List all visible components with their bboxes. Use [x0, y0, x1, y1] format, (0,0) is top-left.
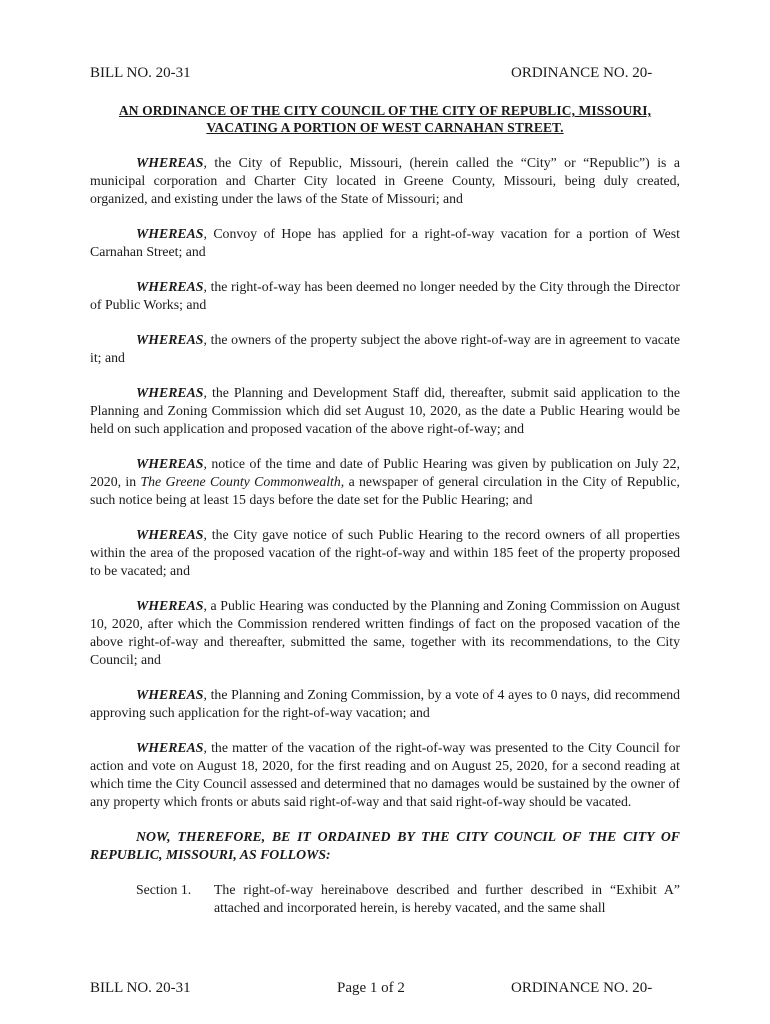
whereas-paragraph [90, 526, 680, 580]
title-line-1: AN ORDINANCE OF THE CITY COUNCIL OF THE CITY OF REPUBLIC, MISSOURI, [118, 103, 652, 118]
whereas-paragraph [90, 384, 680, 438]
whereas-word: WHEREAS [136, 155, 204, 170]
paragraph-text: , the Planning and Zoning Commission, by a vote of 4 ayes to 0 nays, did recommend approving such application for the right-of-way vacation; and [90, 687, 680, 720]
paragraph-text: , the right-of-way has been deemed no longer needed by the City through the Director of Public Works; and [90, 279, 680, 312]
section-text: The right-of-way hereinabove described and further described in “Exhibit A” attached and incorporated herein, is hereby vacated, and the same shall [214, 882, 680, 915]
whereas-word: WHEREAS [136, 385, 204, 400]
whereas-word: WHEREAS [136, 279, 204, 294]
whereas-paragraph [90, 225, 680, 261]
whereas-paragraph [90, 597, 680, 669]
paragraph-text: , the City of Republic, Missouri, (herein called the “City” or “Republic”) is a municipal corporation and Charter City located in Greene County, Missouri, being duly created, organized, and existing under the laws of the State of Missouri; and [90, 155, 680, 206]
whereas-word: WHEREAS [136, 740, 204, 755]
ordinance-title [90, 102, 680, 136]
paragraph-text: , the owners of the property subject the above right-of-way are in agreement to vacate it; and [90, 332, 680, 365]
ordinance-body [90, 154, 680, 917]
paragraph-text: , notice of the time and date of Public Hearing was given by publication on July 22, 2020, in [90, 456, 680, 489]
footer-bill-number: BILL NO. 20-31 [90, 980, 191, 996]
footer-page-number: Page 1 of 2 [337, 980, 405, 996]
now-therefore-clause: NOW, THEREFORE, BE IT ORDAINED BY THE CITY COUNCIL OF THE CITY OF REPUBLIC, MISSOURI, AS FOLLOWS: [90, 829, 680, 862]
whereas-word: WHEREAS [136, 226, 204, 241]
paragraph-text: , the City gave notice of such Public Hearing to the record owners of all properties within the area of the proposed vacation of the right-of-way and within 185 feet of the property proposed to be vacated; and [90, 527, 680, 578]
paragraph-text: , Convoy of Hope has applied for a right-of-way vacation for a portion of West Carnahan Street; and [90, 226, 680, 259]
whereas-word: WHEREAS [136, 456, 204, 471]
paragraph-text: a newspaper of general circulation in the City of Republic, such notice being at least 15 days before the date set for the Public Hearing; and [90, 474, 680, 507]
whereas-word: WHEREAS [136, 598, 204, 613]
paragraph-text: , a Public Hearing was conducted by the Planning and Zoning Commission on August 10, 2020, after which the Commission rendered written findings of fact on the proposed vacation of the above right-of-way and thereafter, submitted the same, together with its recommendations, to the City Council; and [90, 598, 680, 667]
whereas-paragraph [90, 154, 680, 208]
header-bill-number: BILL NO. 20-31 [90, 65, 191, 81]
whereas-paragraph [90, 278, 680, 314]
header-ordinance-number: ORDINANCE NO. 20- [511, 65, 653, 81]
whereas-word: WHEREAS [136, 687, 204, 702]
title-line-2: VACATING A PORTION OF WEST CARNAHAN STREET. [206, 120, 564, 135]
paragraph-text: , the matter of the vacation of the right-of-way was presented to the City Council for action and vote on August 18, 2020, for the first reading and on August 25, 2020, for a second reading at which time the City Council assessed and determined that no damages would be sustained by the owner of any property which fronts or abuts said right-of-way and that said right-of-way should be vacated. [90, 740, 680, 809]
section-1 [90, 881, 680, 917]
whereas-paragraph [90, 331, 680, 367]
whereas-paragraph-notice [90, 455, 680, 509]
footer-ordinance-number: ORDINANCE NO. 20- [511, 980, 653, 996]
paragraph-text: , the Planning and Development Staff did, thereafter, submit said application to the Planning and Zoning Commission which did set August 10, 2020, as the date a Public Hearing would be held on such application and proposed vacation of the above right-of-way; and [90, 385, 680, 436]
section-label: Section 1. [136, 882, 192, 897]
whereas-paragraph [90, 686, 680, 722]
whereas-word: WHEREAS [136, 332, 204, 347]
whereas-word: WHEREAS [136, 527, 204, 542]
publication-name: The Greene County Commonwealth, [140, 474, 345, 489]
whereas-paragraph [90, 739, 680, 811]
